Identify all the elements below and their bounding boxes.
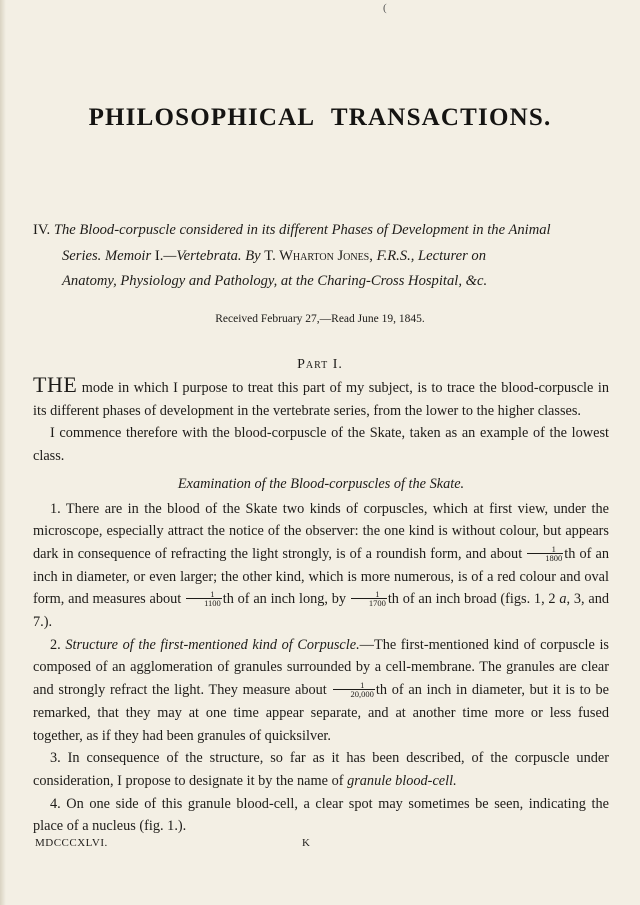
para1-text-d: th of an inch broad (figs. 1, 2 — [387, 591, 556, 608]
intro-paragraph-2: I commence therefore with the blood-corpuscle of the Skate, taken as an example of the lowest class. — [33, 425, 609, 465]
body-text — [33, 372, 609, 838]
para3-term: granule blood-cell. — [347, 772, 457, 789]
drop-cap: THE — [33, 372, 78, 397]
margin-mark: ( — [383, 2, 387, 14]
footer-signature: K — [302, 837, 311, 849]
fraction-numerator: 1 — [333, 681, 375, 690]
fraction-numerator: 1 — [527, 545, 563, 554]
paragraph-3 — [33, 747, 609, 792]
intro-paragraph-1 — [33, 372, 609, 422]
para2-italic-heading: Structure of the first-mentioned kind of Corpuscle. — [65, 636, 360, 653]
heading-line-2 — [33, 244, 611, 270]
fraction-numerator: 1 — [351, 590, 387, 599]
para1-text-a: 1. There are in the blood of the Skate two kinds of corpuscles, which at first view, under the microscope, especially attract the notice of the observer: the one kind is without colour, but appears dark in consequence of refracting the light strongly, is of a roundish form, and about — [33, 500, 609, 562]
para1-text-e: , 3, and 7.). — [33, 591, 609, 631]
article-numeral: IV. — [33, 222, 51, 238]
paragraph-4: 4. On one side of this granule blood-cell, a clear spot may sometimes be seen, indicating the place of a nucleus (fig. 1.). — [33, 795, 609, 835]
fraction-denominator: 1700 — [368, 598, 386, 609]
main-title: PHILOSOPHICAL TRANSACTIONS. — [88, 104, 552, 131]
title-part-1: The Blood-corpuscle considered in its different Phases of Development in the Animal — [53, 222, 551, 238]
footer-year: MDCCCXLVI. — [35, 837, 108, 849]
title-part-2: Series. Memoir — [62, 247, 152, 264]
title-part-4: F.R.S., Lecturer on — [376, 247, 487, 264]
article-heading — [33, 218, 611, 295]
memoir-number: I. — [154, 247, 164, 264]
title-part-3: —Vertebrata. By — [163, 247, 261, 264]
para3-text: 3. In consequence of the structure, so far as it has been described, of the corpuscle under consideration, I propose to designate it by the name of — [33, 750, 609, 789]
page-spine-shadow — [0, 0, 6, 905]
para1-text-b: th of an inch in diameter, or even larger; the other kind, which is more numerous, is of a red colour and oval form, and measures about — [33, 545, 609, 608]
para1-text-c: th of an inch long, by — [222, 591, 347, 608]
fraction-denominator: 1100 — [204, 598, 221, 609]
intro-text-1: mode in which I purpose to treat this part of my subject, is to trace the blood-corpuscle in its different phases of development in the vertebrate series, from the lower to the higher classes. — [33, 380, 609, 419]
fraction-1800 — [527, 545, 563, 562]
fraction-20000 — [333, 681, 375, 698]
fraction-numerator: 1 — [186, 590, 222, 599]
received-date: Received February 27,—Read June 19, 1845. — [215, 313, 425, 325]
para2-number: 2. — [50, 636, 61, 653]
fraction-denominator: 20,000 — [350, 689, 374, 700]
fraction-1700 — [351, 590, 387, 607]
section-title: Examination of the Blood-corpuscles of the Skate. — [177, 475, 465, 492]
author-name: T. Wharton Jones, — [264, 247, 373, 264]
part-heading: Part I. — [297, 357, 343, 372]
paragraph-2 — [33, 634, 609, 748]
para2-text-b: th of an inch in diameter, but it is to be remarked, that they may at one time appear separate, and at another time more or less fused together, as if they had been granules of quicksilver. — [33, 682, 609, 744]
paragraph-1 — [33, 498, 609, 634]
fraction-1100 — [186, 590, 222, 607]
para1-fig-letter: a — [559, 591, 567, 608]
fraction-denominator: 1800 — [545, 552, 563, 563]
para2-text-a: —The first-mentioned kind of corpuscle is composed of an agglomeration of granules surrounded by a cell-membrane. The granules are clear and strongly refract the light. They measure about — [33, 636, 609, 699]
title-part-5: Anatomy, Physiology and Pathology, at the Charing-Cross Hospital, &c. — [62, 273, 488, 289]
